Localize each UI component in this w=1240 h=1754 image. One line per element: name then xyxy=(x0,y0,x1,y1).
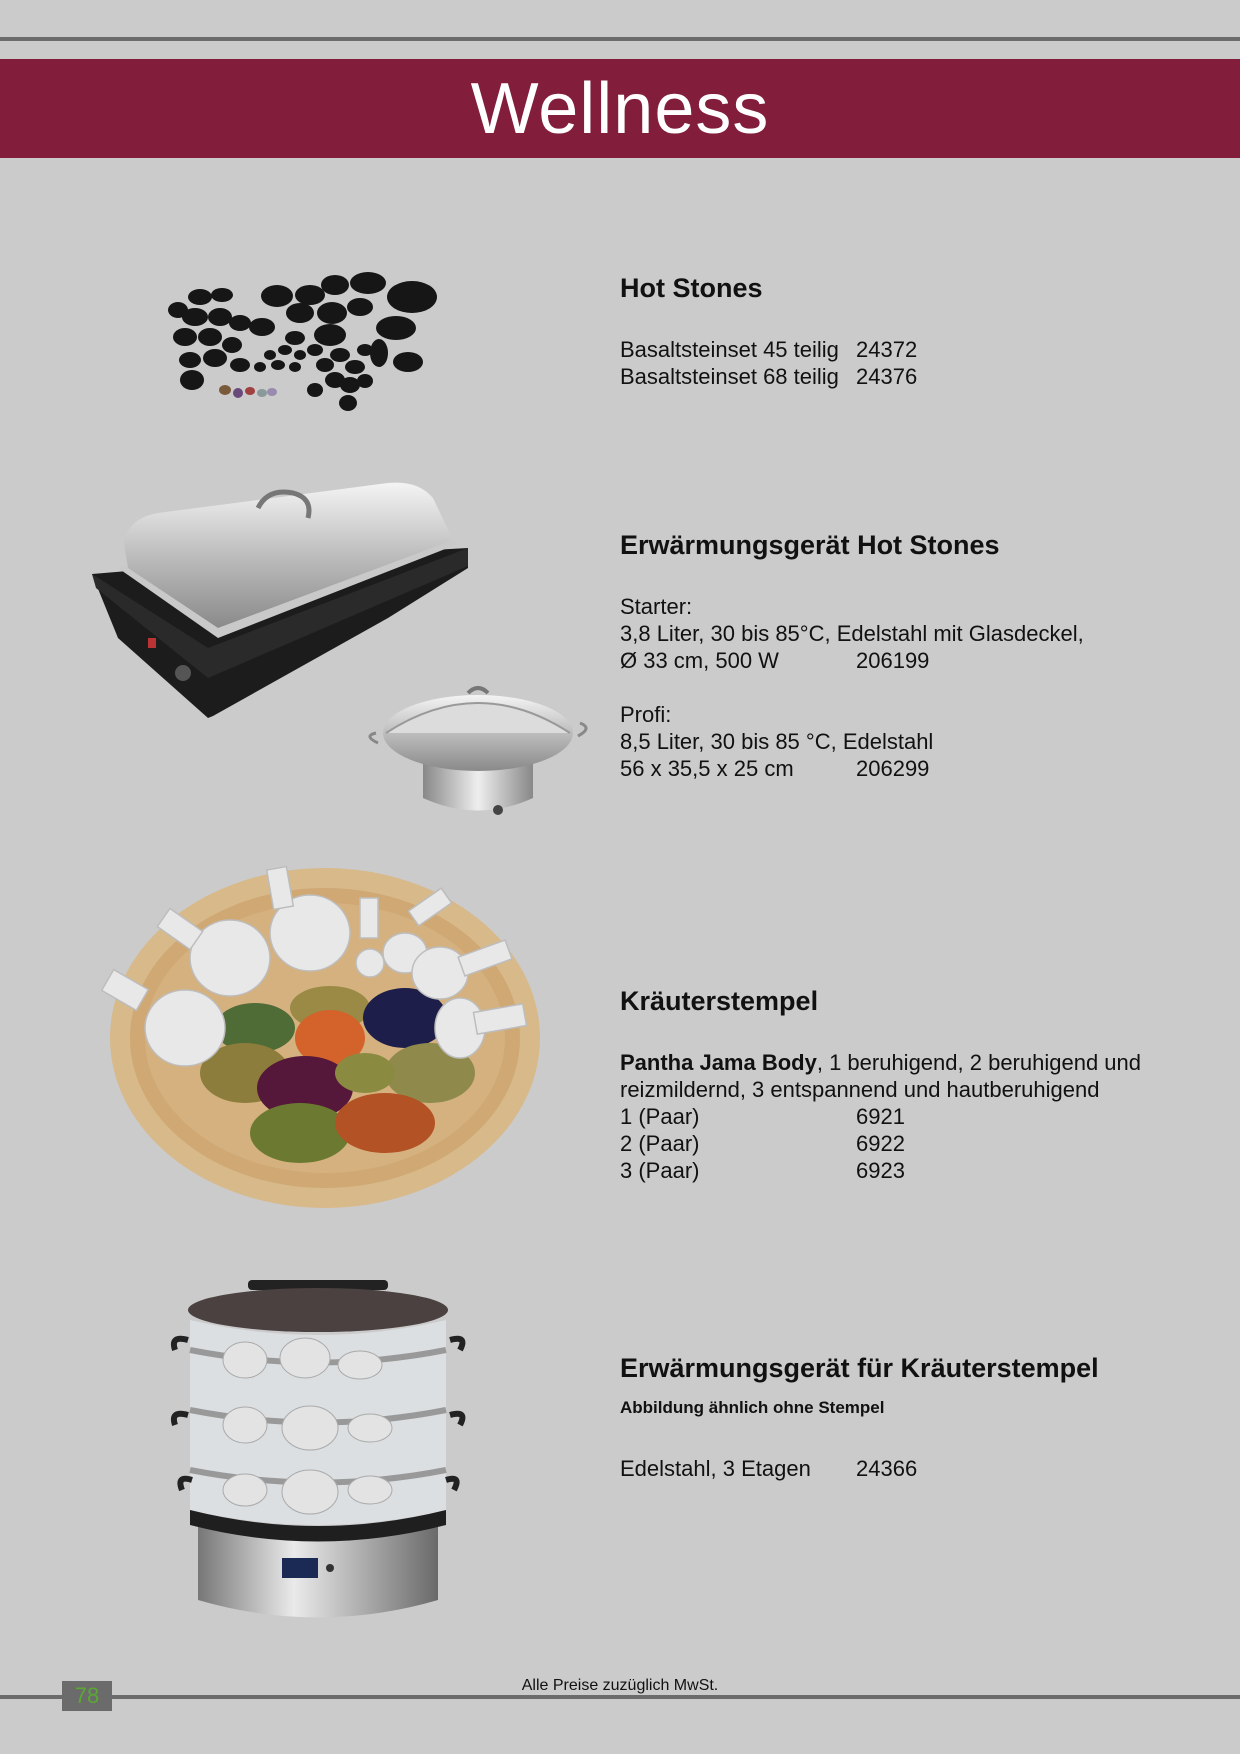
starter-line: 3,8 Liter, 30 bis 85°C, Edelstahl mit Glasdeckel, xyxy=(620,621,1084,646)
list-item xyxy=(620,1130,1200,1157)
bottom-rule xyxy=(0,1695,1240,1699)
section-title: Erwärmungsgerät Hot Stones xyxy=(620,530,1000,560)
item-label: 1 (Paar) xyxy=(620,1104,700,1129)
section-hot-stones xyxy=(620,275,1200,390)
page-title: Wellness xyxy=(470,68,770,149)
item-number: 6922 xyxy=(856,1131,905,1156)
starter-label: Starter: xyxy=(620,594,693,619)
list-item xyxy=(620,336,1200,363)
item-number: 206199 xyxy=(856,648,930,673)
product-description xyxy=(620,1049,1200,1103)
hot-stones-image xyxy=(150,255,450,415)
item-label: Basaltsteinset 45 teilig xyxy=(620,337,839,362)
item-number: 6921 xyxy=(856,1104,905,1129)
section-herbal-stamps xyxy=(620,988,1200,1184)
chafing-dish-image xyxy=(88,478,588,830)
profi-line: 8,5 Liter, 30 bis 85 °C, Edelstahl xyxy=(620,729,934,754)
section-title: Hot Stones xyxy=(620,273,763,303)
item-label: 2 (Paar) xyxy=(620,1131,700,1156)
steamer-image xyxy=(170,1280,470,1625)
list-item xyxy=(620,647,1200,674)
list-item xyxy=(620,1455,1200,1482)
profi-label: Profi: xyxy=(620,702,672,727)
item-number: 6923 xyxy=(856,1158,905,1183)
product-name: Pantha Jama Body xyxy=(620,1050,817,1075)
product-description-text: , 1 beruhigend, 2 beruhigend und reizmildernd, 3 entspannend und hautberuhigend xyxy=(620,1050,1141,1102)
item-label: 56 x 35,5 x 25 cm xyxy=(620,756,794,781)
item-number: 24372 xyxy=(856,337,918,362)
herbal-stamps-image xyxy=(75,858,545,1208)
footer-note: Alle Preise zuzüglich MwSt. xyxy=(521,1677,719,1694)
list-item xyxy=(620,755,1200,782)
section-steamer xyxy=(620,1355,1200,1482)
section-title: Erwärmungsgerät für Kräuterstempel xyxy=(620,1353,1099,1383)
page-number: 78 xyxy=(62,1681,112,1711)
list-item xyxy=(620,1157,1200,1184)
item-label: Ø 33 cm, 500 W xyxy=(620,648,779,673)
item-label: 3 (Paar) xyxy=(620,1158,700,1183)
item-number: 206299 xyxy=(856,756,930,781)
header-banner xyxy=(0,59,1240,158)
top-rule xyxy=(0,37,1240,41)
section-chafing-device xyxy=(620,532,1200,782)
list-item xyxy=(620,1103,1200,1130)
section-subtitle: Abbildung ähnlich ohne Stempel xyxy=(620,1398,885,1417)
item-number: 24376 xyxy=(856,364,918,389)
section-title: Kräuterstempel xyxy=(620,986,819,1016)
list-item xyxy=(620,363,1200,390)
item-label: Edelstahl, 3 Etagen xyxy=(620,1456,811,1481)
item-label: Basaltsteinset 68 teilig xyxy=(620,364,839,389)
item-number: 24366 xyxy=(856,1456,918,1481)
